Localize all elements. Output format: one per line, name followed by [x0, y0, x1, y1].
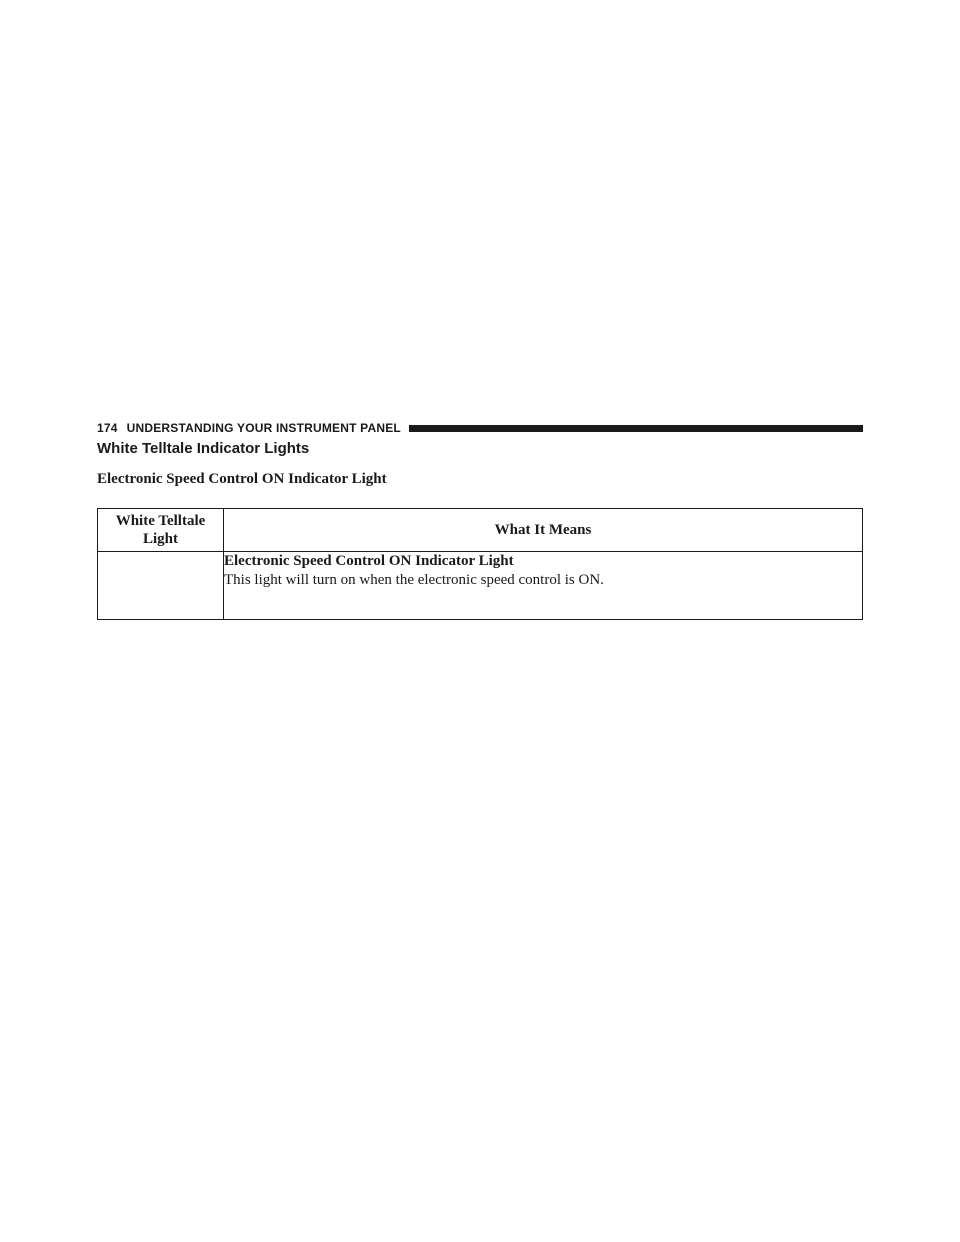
- meaning-title: Electronic Speed Control ON Indicator Light: [224, 553, 514, 569]
- table-header-row: [98, 509, 863, 552]
- header-rule: [409, 425, 863, 432]
- telltale-table: [97, 508, 863, 620]
- page-number: 174: [97, 421, 118, 435]
- subsection-heading: Electronic Speed Control ON Indicator Light: [97, 471, 387, 487]
- running-header-title: UNDERSTANDING YOUR INSTRUMENT PANEL: [126, 421, 401, 435]
- section-heading: White Telltale Indicator Lights: [97, 440, 310, 457]
- meaning-cell: [224, 552, 863, 620]
- running-header: [97, 419, 863, 437]
- column-header-meaning: What It Means: [224, 509, 863, 552]
- meaning-text: This light will turn on when the electronic speed control is ON.: [224, 572, 604, 588]
- table-row: [98, 552, 863, 620]
- speed-control-icon: [98, 552, 224, 620]
- column-header-light: White Telltale Light: [98, 509, 224, 552]
